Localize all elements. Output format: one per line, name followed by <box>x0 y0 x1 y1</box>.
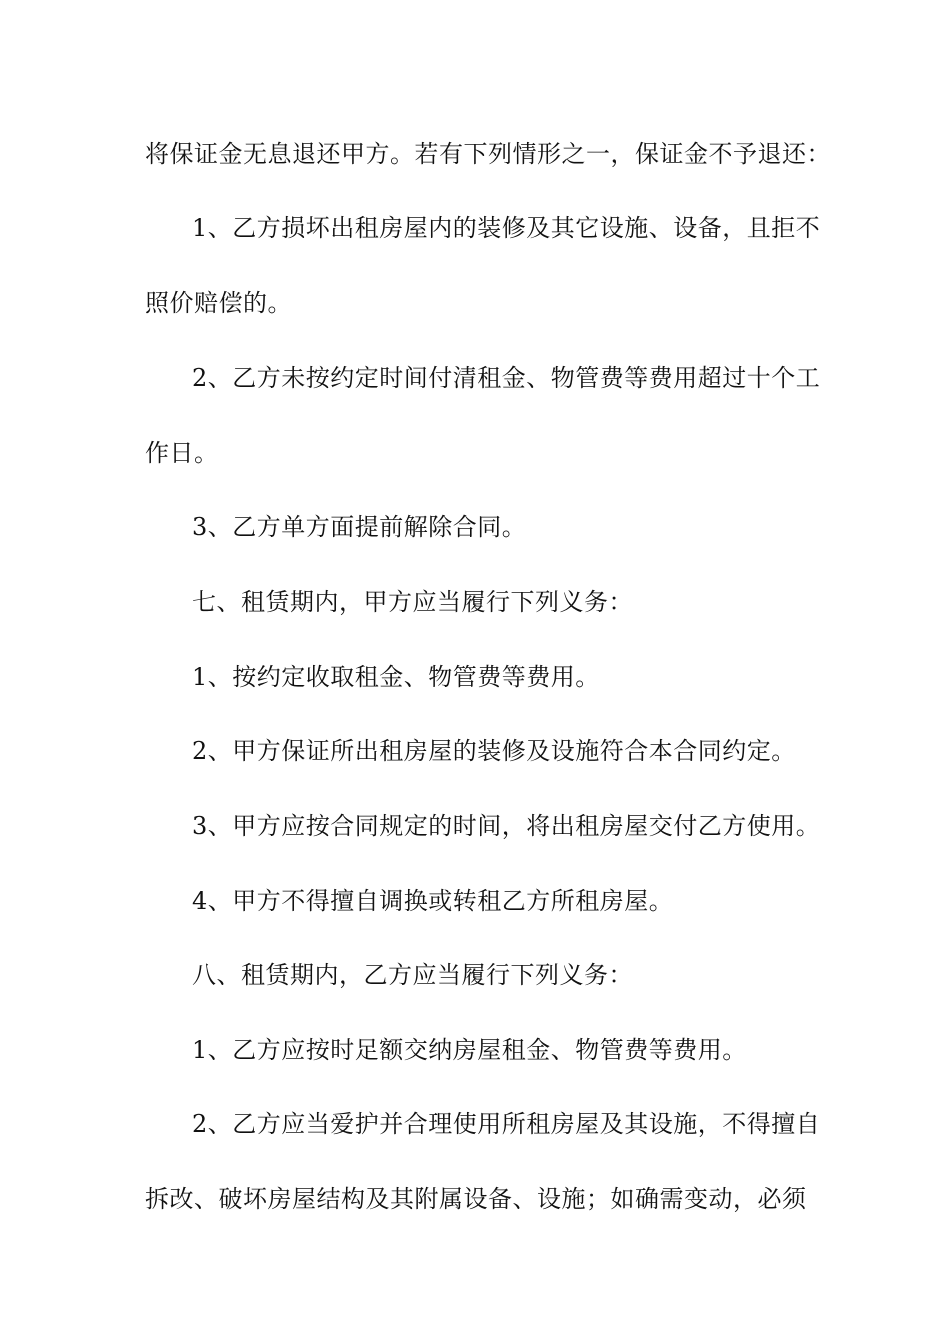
text-line: 2、甲方保证所出租房屋的装修及设施符合本合同约定。 <box>192 737 796 765</box>
text-line: 3、乙方单方面提前解除合同。 <box>192 513 527 541</box>
section-heading: 八、租赁期内，乙方应当履行下列义务： <box>192 961 633 989</box>
text-line: 将保证金无息退还甲方。若有下列情形之一，保证金不予退还： <box>145 140 831 168</box>
text-line: 4、甲方不得擅自调换或转租乙方所租房屋。 <box>192 887 674 915</box>
text-line: 照价赔偿的。 <box>145 289 292 317</box>
text-line: 1、按约定收取租金、物管费等费用。 <box>192 663 600 691</box>
text-line: 2、乙方未按约定时间付清租金、物管费等费用超过十个工 <box>192 364 821 392</box>
text-line: 作日。 <box>145 439 219 467</box>
text-line: 2、乙方应当爱护并合理使用所租房屋及其设施，不得擅自 <box>192 1110 821 1138</box>
text-line: 1、乙方损坏出租房屋内的装修及其它设施、设备，且拒不 <box>192 214 821 242</box>
text-line: 拆改、破坏房屋结构及其附属设备、设施；如确需变动，必须 <box>145 1185 807 1213</box>
section-heading: 七、租赁期内，甲方应当履行下列义务： <box>192 588 633 616</box>
text-line: 1、乙方应按时足额交纳房屋租金、物管费等费用。 <box>192 1036 747 1064</box>
text-line: 3、甲方应按合同规定的时间，将出租房屋交付乙方使用。 <box>192 812 821 840</box>
